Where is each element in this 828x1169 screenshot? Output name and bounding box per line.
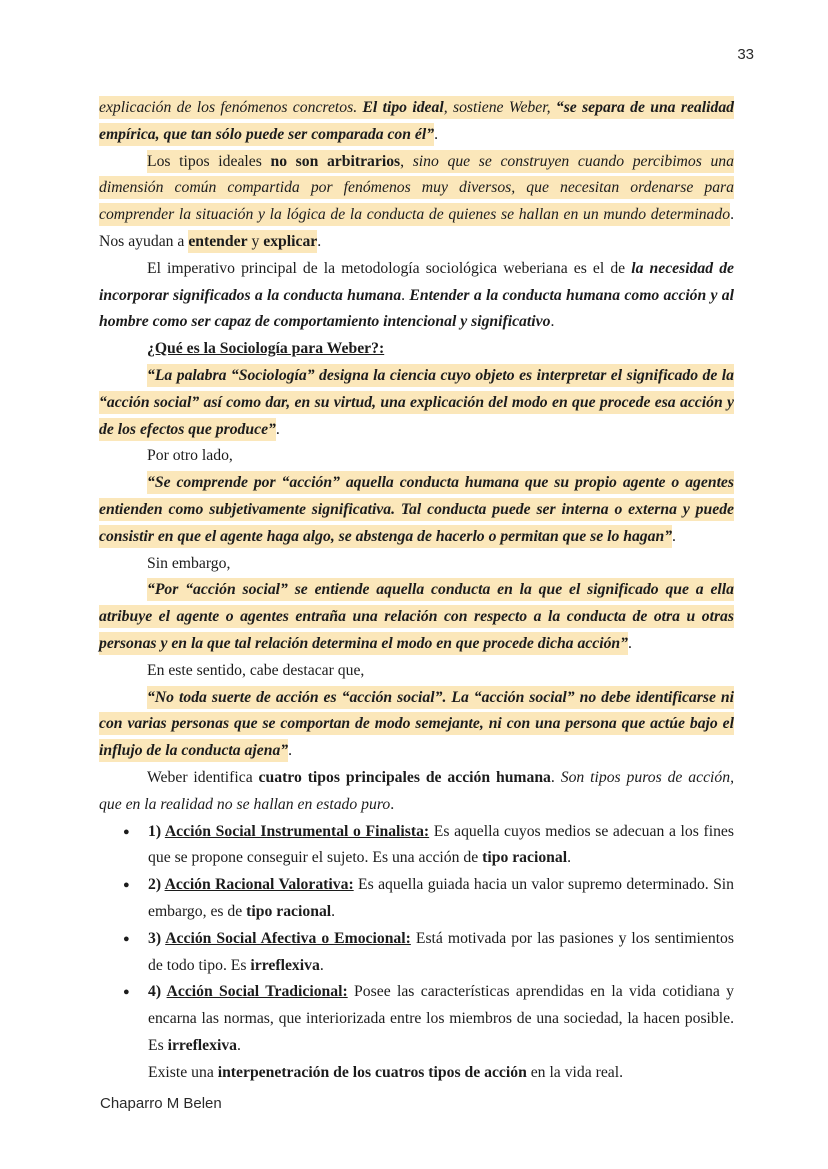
highlighted-text-run: “Por “acción social” se entiende aquella conducta en la que el significado que a ella atribuye el agente o agentes entraña una relación con respecto a la conducta de otra u otras personas y en la que tal relación determina el modo en que procede dicha acción” bbox=[99, 578, 734, 655]
highlighted-text-run: “se separa de una realidad empírica, que tan sólo puede ser comparada con él” bbox=[99, 96, 734, 146]
text-run: Weber identifica bbox=[147, 768, 259, 786]
section-heading bbox=[99, 336, 734, 363]
text-run: en la vida real. bbox=[526, 1063, 624, 1081]
text-run: . bbox=[288, 742, 293, 760]
paragraph bbox=[99, 765, 734, 819]
paragraph bbox=[99, 363, 734, 443]
highlighted-text-run: Los tipos ideales bbox=[147, 150, 270, 173]
paragraph bbox=[99, 95, 734, 149]
bullet-icon: ● bbox=[123, 825, 130, 838]
highlighted-text-run: El tipo ideal bbox=[362, 96, 443, 119]
text-run: . bbox=[401, 286, 410, 304]
paragraph bbox=[99, 551, 734, 578]
text-run: irreflexiva bbox=[250, 956, 320, 974]
highlighted-text-run: “Se comprende por “acción” aquella conducta humana que su propio agente o agentes entienden como subjetivamente significativa. Tal conducta puede ser interna o externa y puede consistir en que el agente haga algo, se abstenga de hacerlo o permitan que se lo hagan” bbox=[99, 471, 734, 548]
highlighted-text-run: , sostiene Weber, bbox=[444, 96, 556, 119]
highlighted-text-run: “La palabra “Sociología” designa la ciencia cuyo objeto es interpretar el significado de la “acción social” así como dar, en su virtud, una explicación del modo en que procede esa acción y de los efectos que produce” bbox=[99, 364, 734, 441]
text-run: . bbox=[237, 1036, 241, 1054]
text-run: . bbox=[331, 902, 336, 920]
text-run: . bbox=[275, 420, 280, 438]
text-run: . bbox=[317, 232, 322, 250]
text-run: 2) bbox=[148, 876, 165, 894]
paragraph bbox=[99, 685, 734, 765]
text-run: Es aquella guiada hacia un valor supremo determinado. Sin embargo, es de bbox=[148, 876, 734, 920]
text-run: . bbox=[434, 125, 439, 143]
text-run: . bbox=[550, 768, 561, 786]
text-run: Posee las características aprendidas en la vida cotidiana y encarna las normas, que interiorizada entre los miembros de una sociedad, la hacen posible. Es bbox=[148, 983, 735, 1054]
text-run: cuatro tipos principales de acción humana bbox=[258, 768, 551, 786]
highlighted-text-run: explicación de los fenómenos concretos. bbox=[99, 96, 362, 119]
text-run: ¿Qué es la Sociología para Weber?: bbox=[147, 340, 385, 358]
text-run: Acción Social Tradicional: bbox=[166, 983, 348, 1001]
text-run: Son tipos puros de acción, que en la realidad no se hallan en estado puro bbox=[99, 768, 734, 813]
text-run: tipo racional bbox=[246, 902, 332, 920]
highlighted-text-run: explicar bbox=[263, 230, 317, 253]
text-run: Es aquella cuyos medios se adecuan a los fines que se propone conseguir el sujeto. Es una acción de bbox=[148, 822, 734, 867]
text-run: . bbox=[319, 956, 324, 974]
text-run: . bbox=[567, 849, 572, 867]
text-run: tipo racional bbox=[482, 849, 568, 867]
paragraph bbox=[99, 443, 734, 470]
page-number: 33 bbox=[737, 46, 754, 63]
text-run: Acción Social Afectiva o Emocional: bbox=[165, 929, 411, 947]
text-run: . bbox=[627, 634, 632, 652]
text-run: 4) bbox=[148, 983, 167, 1001]
bullet-icon: ● bbox=[123, 879, 130, 892]
text-run: . bbox=[550, 313, 555, 331]
bullet-item bbox=[99, 819, 734, 873]
highlighted-text-run: no son arbitrarios bbox=[270, 150, 400, 173]
highlighted-text-run: , bbox=[400, 150, 413, 173]
paragraph bbox=[99, 256, 734, 336]
highlighted-text-run: y bbox=[248, 230, 264, 253]
highlighted-text-run: “No toda suerte de acción es “acción social”. La “acción social” no debe identificarse ni con varias personas que se comportan de modo semejante, ni con una persona que actúe bajo el influjo de la conducta ajena” bbox=[99, 686, 734, 763]
paragraph bbox=[99, 149, 734, 256]
paragraph bbox=[99, 577, 734, 657]
text-run: Acción Racional Valorativa: bbox=[164, 876, 354, 894]
bullet-icon: ● bbox=[123, 986, 130, 999]
text-run: 3) bbox=[148, 929, 166, 947]
footer-author: Chaparro M Belen bbox=[100, 1095, 222, 1112]
highlighted-text-run: sino que se construyen cuando percibimos una dimensión común compartida por fenómenos muy diversos, que necesitan ordenarse para comprender la situación y la lógica de la conducta de quienes se hallan en un mundo determinado bbox=[99, 150, 734, 227]
bullet-item bbox=[99, 979, 734, 1059]
text-run: . Nos ayudan a bbox=[99, 206, 734, 250]
text-run: Sin embargo, bbox=[147, 554, 231, 572]
text-run: Existe una bbox=[148, 1063, 218, 1081]
text-run: . bbox=[672, 527, 676, 545]
text-run: la necesidad de incorporar significados a la conducta humana bbox=[99, 259, 735, 304]
text-run: Por otro lado, bbox=[147, 447, 233, 465]
paragraph bbox=[99, 658, 734, 685]
text-run: Entender a la conducta humana como acción y al hombre como ser capaz de comportamiento intencional y significativo bbox=[99, 286, 734, 331]
text-run: interpenetración de los cuatros tipos de acción bbox=[217, 1063, 527, 1081]
bullet-item bbox=[99, 872, 734, 926]
text-run: 1) bbox=[148, 822, 165, 840]
text-run: El imperativo principal de la metodología sociológica weberiana es el de bbox=[147, 259, 632, 277]
text-run: En este sentido, cabe destacar que, bbox=[147, 661, 365, 679]
text-run: . bbox=[390, 795, 395, 813]
document-body bbox=[99, 95, 734, 1086]
bullet-icon: ● bbox=[123, 932, 130, 945]
bullet-item bbox=[99, 926, 734, 980]
text-run: Acción Social Instrumental o Finalista: bbox=[164, 822, 430, 840]
paragraph bbox=[99, 470, 734, 550]
text-run: Está motivada por las pasiones y los sentimientos de todo tipo. Es bbox=[148, 929, 735, 974]
paragraph bbox=[99, 1060, 734, 1087]
text-run: irreflexiva bbox=[167, 1036, 238, 1054]
highlighted-text-run: entender bbox=[188, 230, 247, 253]
